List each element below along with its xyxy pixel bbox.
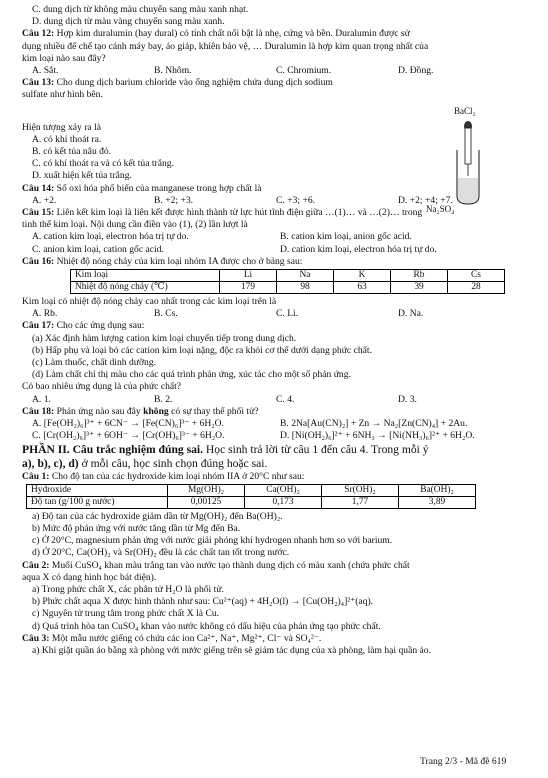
statement-d: d) Quá trình hòa tan CuSO₄ khan vào nước không có dấu hiệu của phản ứng tạo phức chất.: [32, 620, 381, 632]
question-text: sulfate như hình bên.: [22, 89, 103, 101]
statement-c: c) Nguyên tử trung tâm trong phức chất X là Cu.: [32, 608, 220, 620]
question-text: dụng nhiều để chế tạo cánh máy bay, áo giáp, khiên bảo vệ, … Duralumin là hợp kim quan trọng nhất của: [22, 40, 429, 52]
question-label: Câu 14:: [22, 182, 55, 194]
question-text: Hợp kim duralumin (hay dural) có tính chất nổi bật là nhẹ, cứng và bền. Duralumin được sử: [54, 28, 410, 40]
table-cell: 3,89: [399, 496, 476, 508]
option-d: D. [Ni(OH₂)₆]²⁺ + 6NH₃ → [Ni(NH₃)₆]²⁺ + 6H₂O.: [280, 430, 475, 442]
question-label: Câu 12:: [22, 28, 55, 40]
option-b: B. 2Na[Au(CN)₂] + Zn → Na₂[Zn(CN)₄] + 2Au.: [280, 418, 468, 430]
options-row: [22, 308, 532, 320]
solubility-table: [26, 484, 476, 509]
option-a: A. 1.: [32, 393, 51, 405]
question-text: Phản ứng nào sau đây: [54, 405, 144, 417]
part-instructions: Học sinh trả lời từ câu 1 đến câu 4. Trong mỗi ý: [203, 442, 429, 456]
list-item: (d) Làm chất chỉ thị màu cho các quá trình phản ứng, xúc tác cho một số phản ứng.: [32, 369, 351, 381]
option-c: C. Chromium.: [276, 65, 332, 77]
option-a: A. [Fe(OH₂)₆]³⁺ + 6CN⁻ → [Fe(CN)₆]³⁻ + 6H₂O.: [32, 418, 224, 430]
option-c: C. có khí thoát ra và có kết tủa trắng.: [32, 158, 174, 170]
table-cell: 179: [220, 282, 277, 294]
question-18: [22, 406, 532, 418]
question-label: Câu 16:: [22, 255, 55, 267]
list-item: (a) Xác định hàm lượng cation kim loại chuyển tiếp trong dung dịch.: [32, 332, 297, 344]
question-text: tinh thể kim loại. Nội dung cần điền vào (1), (2) lần lượt là: [22, 219, 248, 231]
option-a: A. Sắt.: [32, 65, 59, 77]
question-label: Câu 17:: [22, 320, 55, 332]
bacl2-label: BaCl₂: [454, 106, 476, 116]
question-text: Có bao nhiêu ứng dụng là của phức chất?: [22, 381, 182, 393]
table-cell: 98: [277, 282, 334, 294]
option-b: B. cation kim loại, anion gốc acid.: [280, 231, 412, 243]
table-cell: 39: [391, 282, 448, 294]
p2-question-1: [22, 471, 532, 483]
question-13: [22, 77, 532, 89]
options-row: [22, 430, 532, 442]
option-line: C. dung dịch từ không màu chuyển sang màu xanh nhạt.: [32, 4, 249, 15]
question-prompt: Hiện tượng xảy ra là: [22, 121, 102, 133]
table-cell: Độ tan (g/100 g nước): [27, 496, 168, 508]
question-label: Câu 2:: [22, 559, 50, 571]
part-instructions: ở mỗi câu, học sinh chọn đúng hoặc sai.: [78, 456, 268, 470]
question-16: [22, 256, 532, 268]
statement-a: a) Khi giặt quần áo bằng xà phòng với nước giếng trên sẽ giảm tác dụng của xà phòng, làm hại quần áo.: [32, 644, 431, 656]
option-d: D. Đồng.: [398, 65, 434, 77]
question-text: Nhiệt độ nóng chảy của kim loại nhóm IA được cho ở bảng sau:: [54, 255, 303, 267]
table-cell: Ca(OH)₂: [245, 484, 322, 496]
table-header-row: [27, 484, 476, 496]
exam-page: [22, 4, 532, 657]
option-b: B. Nhôm.: [154, 65, 192, 77]
table-cell: Kim loại: [71, 270, 220, 282]
question-label: Câu 15:: [22, 207, 55, 219]
option-b: B. có kết tủa nâu đỏ.: [32, 146, 112, 158]
table-cell: 28: [448, 282, 505, 294]
question-label: Câu 1:: [22, 470, 50, 482]
table-cell: 0,00125: [168, 496, 245, 508]
table-cell: 63: [334, 282, 391, 294]
table-cell: K: [334, 270, 391, 282]
question-text: Cho độ tan của các hydroxide kim loại nhóm IIA ở 20°C như sau:: [49, 470, 305, 482]
question-text: kim loại nào sau đây?: [22, 52, 106, 64]
question-17: [22, 320, 532, 332]
statement-a: a) Trong phức chất X, các phân tử H₂O là phối tử.: [32, 583, 224, 595]
question-text: Một mẫu nước giếng có chứa các ion Ca²⁺, Na⁺, Mg²⁺, Cl⁻ và SO₄²⁻.: [49, 632, 322, 644]
melting-point-table: [70, 269, 505, 294]
option-c: C. +3; +6.: [276, 194, 316, 206]
test-tube-figure: [424, 104, 534, 214]
page-footer: Trang 2/3 - Mã đề 619: [420, 756, 507, 767]
question-text: Cho dung dịch barium chloride vào ống nghiệm chứa dung dịch sodium: [54, 77, 333, 89]
table-cell: Na: [277, 270, 334, 282]
option-c: C. [Cr(OH₂)₆]³⁺ + 6OH⁻ → [Cr(OH)₆]³⁻ + 6H₂O.: [32, 430, 225, 442]
question-12: [22, 28, 532, 40]
options-row: [22, 418, 532, 430]
table-cell: 1,77: [322, 496, 399, 508]
options-row: [22, 244, 532, 256]
p2-question-3: [22, 633, 532, 645]
question-emphasis: không: [143, 405, 169, 417]
statement-b: b) Mức độ phản ứng với nước tăng dần từ Mg đến Ba.: [32, 522, 241, 534]
table-cell: Li: [220, 270, 277, 282]
table-cell: Sr(OH)₂: [322, 484, 399, 496]
table-row: [71, 282, 505, 294]
option-d: D. +2; +4; +7.: [398, 194, 453, 206]
option-a: A. có khí thoát ra.: [32, 133, 102, 145]
table-row: [27, 496, 476, 508]
table-cell: Hydroxide: [27, 484, 168, 496]
na2so4-label: Na₂SO₄: [426, 204, 455, 214]
option-c: C. Li.: [276, 308, 299, 320]
question-text: Cho các ứng dụng sau:: [54, 320, 145, 332]
question-text: aqua X có dạng hình học bát diện).: [22, 571, 157, 583]
question-text: Kim loại có nhiệt độ nóng chảy cao nhất trong các kim loại trên là: [22, 296, 277, 308]
options-row: [22, 394, 532, 406]
statement-d: d) Ở 20°C, Ca(OH)₂ và Sr(OH)₂ đều là các chất tan tốt trong nước.: [32, 547, 290, 559]
table-cell: Nhiệt độ nóng chảy (℃): [71, 282, 220, 294]
options-row: [22, 65, 532, 77]
question-text: Số oxi hóa phổ biến của manganese trong hợp chất là: [54, 182, 262, 194]
table-cell: 0,173: [245, 496, 322, 508]
option-a: A. Rb.: [32, 308, 58, 320]
statement-b: b) Phức chất aqua X được hình thành như sau: Cu²⁺(aq) + 4H₂O(l) → [Cu(OH₂)₄]²⁺(aq).: [32, 596, 374, 608]
table-cell: Rb: [391, 270, 448, 282]
part-title: PHẦN II. Câu trắc nghiệm đúng sai.: [22, 442, 204, 456]
option-b: B. 2.: [154, 393, 173, 405]
part-emphasis: a), b), c), d): [22, 456, 79, 470]
option-a: A. +2.: [32, 194, 57, 206]
question-label: Câu 18:: [22, 405, 55, 417]
p2-question-2: [22, 560, 532, 572]
option-a: A. cation kim loại, electron hóa trị tự do.: [32, 231, 189, 243]
question-text: Liên kết kim loại là liên kết được hình thành từ lực hút tĩnh điện giữa …(1)… và …(2)… trong: [54, 207, 423, 219]
option-b: B. Cs.: [154, 308, 178, 320]
list-item: (b) Hấp phụ và loại bỏ các cation kim loại nặng, độc ra khỏi cơ thể dưới dạng phức chất.: [32, 344, 372, 356]
option-d: D. Na.: [398, 308, 424, 320]
statement-a: a) Độ tan của các hydroxide giảm dần từ Mg(OH)₂ đến Ba(OH)₂.: [32, 510, 283, 522]
question-label: Câu 3:: [22, 632, 50, 644]
option-d: D. xuất hiện kết tủa trắng.: [32, 170, 132, 182]
statement-c: c) Ở 20°C, magnesium phản ứng với nước giải phóng khí hydrogen nhanh hơn so với barium.: [32, 535, 393, 547]
table-cell: Ba(OH)₂: [399, 484, 476, 496]
option-d: D. cation kim loại, electron hóa trị tự do.: [280, 243, 437, 255]
option-c: C. 4.: [276, 393, 295, 405]
list-item: (c) Làm thuốc, chất dinh dưỡng.: [32, 357, 157, 369]
table-header-row: [71, 270, 505, 282]
dropper-test-tube-icon: [424, 104, 534, 214]
option-d: D. 3.: [398, 393, 417, 405]
option-b: B. +2; +3.: [154, 194, 194, 206]
part2-heading: [22, 443, 532, 457]
part2-heading-cont: [22, 457, 532, 471]
question-text: có sự thay thế phối tử?: [168, 405, 259, 417]
option-c: C. anion kim loại, cation gốc acid.: [32, 243, 164, 255]
options-row: [22, 231, 532, 243]
table-cell: Cs: [448, 270, 505, 282]
option-line: D. dung dịch từ màu vàng chuyển sang màu xanh.: [32, 16, 225, 28]
table-cell: Mg(OH)₂: [168, 484, 245, 496]
question-label: Câu 13:: [22, 77, 55, 89]
question-text: Muối CuSO₄ khan màu trắng tan vào nước tạo thành dung dịch có màu xanh (chứa phức chất: [49, 559, 410, 571]
